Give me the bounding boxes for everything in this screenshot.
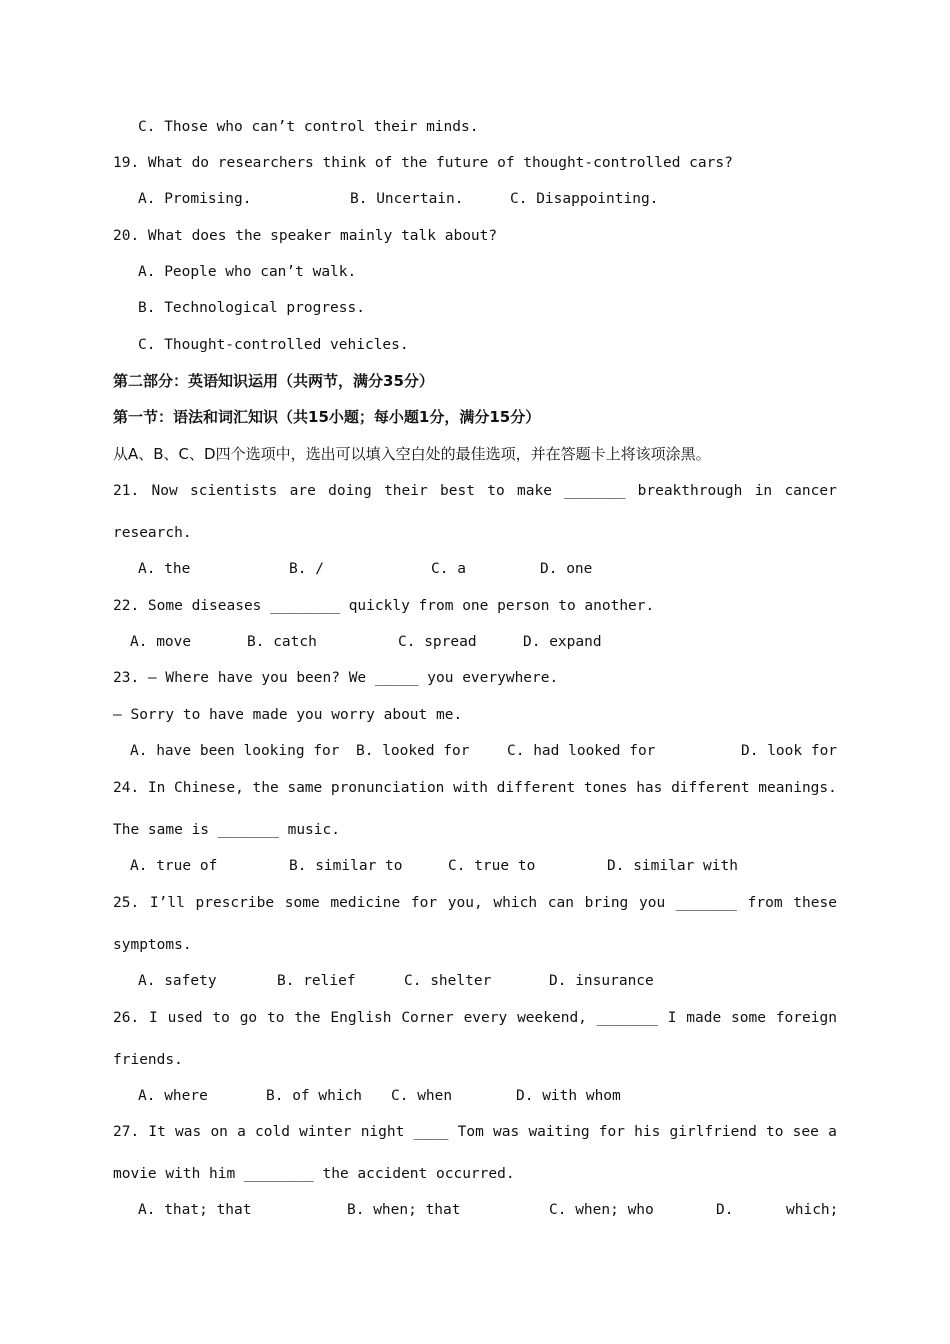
q21-option-b: B. / bbox=[289, 561, 324, 577]
q26-stem bbox=[113, 1008, 837, 1028]
q19-stem: 19. What do researchers think of the future of thought-controlled cars? bbox=[113, 155, 733, 171]
q20-option-b: B. Technological progress. bbox=[138, 300, 365, 316]
q27-option-a: A. that; that bbox=[138, 1202, 252, 1218]
q25-option-a: A. safety bbox=[138, 973, 217, 989]
word: 24. bbox=[113, 780, 140, 796]
word: 25. bbox=[113, 895, 140, 911]
word: are bbox=[289, 483, 316, 499]
word: I bbox=[667, 1010, 677, 1026]
word: doing bbox=[328, 483, 372, 499]
q24-stem bbox=[113, 778, 837, 798]
word: I bbox=[149, 1010, 158, 1026]
q23-option-a: A. have been looking for bbox=[130, 743, 340, 759]
word: was bbox=[493, 1124, 520, 1140]
q24-stem-cont: The same is _______ music. bbox=[113, 822, 340, 838]
word: Tom bbox=[457, 1124, 484, 1140]
q27-stem bbox=[113, 1122, 837, 1142]
word: 21. bbox=[113, 483, 140, 499]
q21-option-c: C. a bbox=[431, 561, 466, 577]
q20-option-c: C. Thought-controlled vehicles. bbox=[138, 337, 409, 353]
q27-stem-cont: movie with him ________ the accident occurred. bbox=[113, 1166, 515, 1182]
q21-stem-cont: research. bbox=[113, 525, 192, 541]
word: winter bbox=[299, 1124, 352, 1140]
word: medicine bbox=[330, 895, 401, 911]
word: for bbox=[598, 1124, 625, 1140]
word: their bbox=[384, 483, 428, 499]
word: pronunciation bbox=[330, 780, 445, 796]
q22-option-a: A. move bbox=[130, 634, 192, 650]
word: from bbox=[747, 895, 783, 911]
word: made bbox=[686, 1010, 722, 1026]
q22-option-c: C. spread bbox=[398, 634, 477, 650]
word: these bbox=[793, 895, 837, 911]
word: weekend, bbox=[517, 1010, 587, 1026]
word: best bbox=[440, 483, 475, 499]
word: same bbox=[287, 780, 323, 796]
word: Chinese, bbox=[173, 780, 244, 796]
q27-option-d: D. bbox=[716, 1202, 734, 1218]
q27-option-b: B. when; that bbox=[347, 1202, 461, 1218]
section1-instruction: 从A、B、C、D四个选项中，选出可以填入空白处的最佳选项，并在答题卡上将该项涂黑。 bbox=[113, 445, 711, 463]
q23-stem: 23. — Where have you been? We _____ you everywhere. bbox=[113, 670, 559, 686]
q24-option-c: C. true to bbox=[448, 858, 536, 874]
word: see bbox=[792, 1124, 819, 1140]
q26-option-c: C. when bbox=[391, 1088, 453, 1104]
blank: _______ bbox=[596, 1010, 658, 1026]
word: go bbox=[239, 1010, 258, 1026]
q23-option-d: D. look for bbox=[741, 743, 838, 759]
q24-option-a: A. true of bbox=[130, 858, 218, 874]
q26-option-a: A. where bbox=[138, 1088, 208, 1104]
blank: _______ bbox=[564, 483, 626, 499]
q21-option-a: A. the bbox=[138, 561, 191, 577]
word: In bbox=[147, 780, 166, 796]
word: every bbox=[463, 1010, 508, 1026]
word: in bbox=[754, 483, 773, 499]
word: was bbox=[175, 1124, 202, 1140]
word: for bbox=[410, 895, 438, 911]
word: used bbox=[167, 1010, 203, 1026]
word: you, bbox=[447, 895, 483, 911]
blank: ____ bbox=[413, 1124, 449, 1140]
q25-stem-cont: symptoms. bbox=[113, 937, 192, 953]
word: English bbox=[330, 1010, 392, 1026]
section1-heading: 第一节：语法和词汇知识（共15小题；每小题1分，满分15分） bbox=[113, 408, 541, 426]
word: his bbox=[634, 1124, 661, 1140]
word: on bbox=[210, 1124, 228, 1140]
q22-option-d: D. expand bbox=[523, 634, 602, 650]
word: 27. bbox=[113, 1124, 140, 1140]
word: to bbox=[267, 1010, 285, 1026]
q22-option-b: B. catch bbox=[247, 634, 317, 650]
word: tones bbox=[583, 780, 628, 796]
word: to bbox=[487, 483, 505, 499]
q25-stem bbox=[113, 893, 837, 913]
q27-option-c: C. when; who bbox=[549, 1202, 654, 1218]
q23-reply: — Sorry to have made you worry about me. bbox=[113, 707, 463, 723]
word: has bbox=[636, 780, 663, 796]
word: with bbox=[453, 780, 488, 796]
word: 26. bbox=[113, 1010, 140, 1026]
q24-option-d: D. similar with bbox=[607, 858, 738, 874]
word: breakthrough bbox=[637, 483, 743, 499]
q23-option-c: C. had looked for bbox=[507, 743, 656, 759]
word: I’ll bbox=[149, 895, 185, 911]
word: prescribe bbox=[195, 895, 275, 911]
word: the bbox=[294, 1010, 321, 1026]
word: Now bbox=[151, 483, 178, 499]
q20-option-a: A. People who can’t walk. bbox=[138, 264, 357, 280]
q24-option-b: B. similar to bbox=[289, 858, 403, 874]
word: night bbox=[360, 1124, 405, 1140]
word: Corner bbox=[401, 1010, 454, 1026]
blank: _______ bbox=[675, 895, 737, 911]
q19-option-c: C. Disappointing. bbox=[510, 191, 659, 207]
q26-stem-cont: friends. bbox=[113, 1052, 183, 1068]
word: different bbox=[496, 780, 576, 796]
word: to bbox=[766, 1124, 784, 1140]
word: foreign bbox=[775, 1010, 837, 1026]
word: different bbox=[671, 780, 750, 796]
word: waiting bbox=[528, 1124, 590, 1140]
word: can bbox=[547, 895, 574, 911]
word: the bbox=[252, 780, 279, 796]
word: cancer bbox=[784, 483, 837, 499]
q25-option-c: C. shelter bbox=[404, 973, 492, 989]
word: which bbox=[493, 895, 538, 911]
word: scientists bbox=[190, 483, 278, 499]
q26-option-d: D. with whom bbox=[516, 1088, 621, 1104]
q25-option-b: B. relief bbox=[277, 973, 356, 989]
word: some bbox=[284, 895, 320, 911]
q21-option-d: D. one bbox=[540, 561, 593, 577]
q25-option-d: D. insurance bbox=[549, 973, 654, 989]
q22-stem: 22. Some diseases ________ quickly from one person to another. bbox=[113, 598, 655, 614]
word: to bbox=[212, 1010, 230, 1026]
word: a bbox=[828, 1124, 837, 1140]
word: a bbox=[237, 1124, 246, 1140]
q19-option-a: A. Promising. bbox=[138, 191, 252, 207]
q18-option-c: C. Those who can’t control their minds. bbox=[138, 119, 479, 135]
word: some bbox=[731, 1010, 766, 1026]
word: It bbox=[148, 1124, 166, 1140]
word: bring bbox=[584, 895, 629, 911]
word: you bbox=[638, 895, 666, 911]
word: meanings. bbox=[758, 780, 837, 796]
q27-option-d-text: which; bbox=[786, 1202, 839, 1218]
q20-stem: 20. What does the speaker mainly talk about? bbox=[113, 228, 498, 244]
q23-option-b: B. looked for bbox=[356, 743, 470, 759]
word: girlfriend bbox=[669, 1124, 757, 1140]
part2-heading: 第二部分：英语知识运用（共两节，满分35分） bbox=[113, 372, 434, 390]
q21-stem bbox=[113, 481, 837, 501]
word: make bbox=[517, 483, 552, 499]
q19-option-b: B. Uncertain. bbox=[350, 191, 464, 207]
q26-option-b: B. of which bbox=[266, 1088, 363, 1104]
word: cold bbox=[255, 1124, 290, 1140]
